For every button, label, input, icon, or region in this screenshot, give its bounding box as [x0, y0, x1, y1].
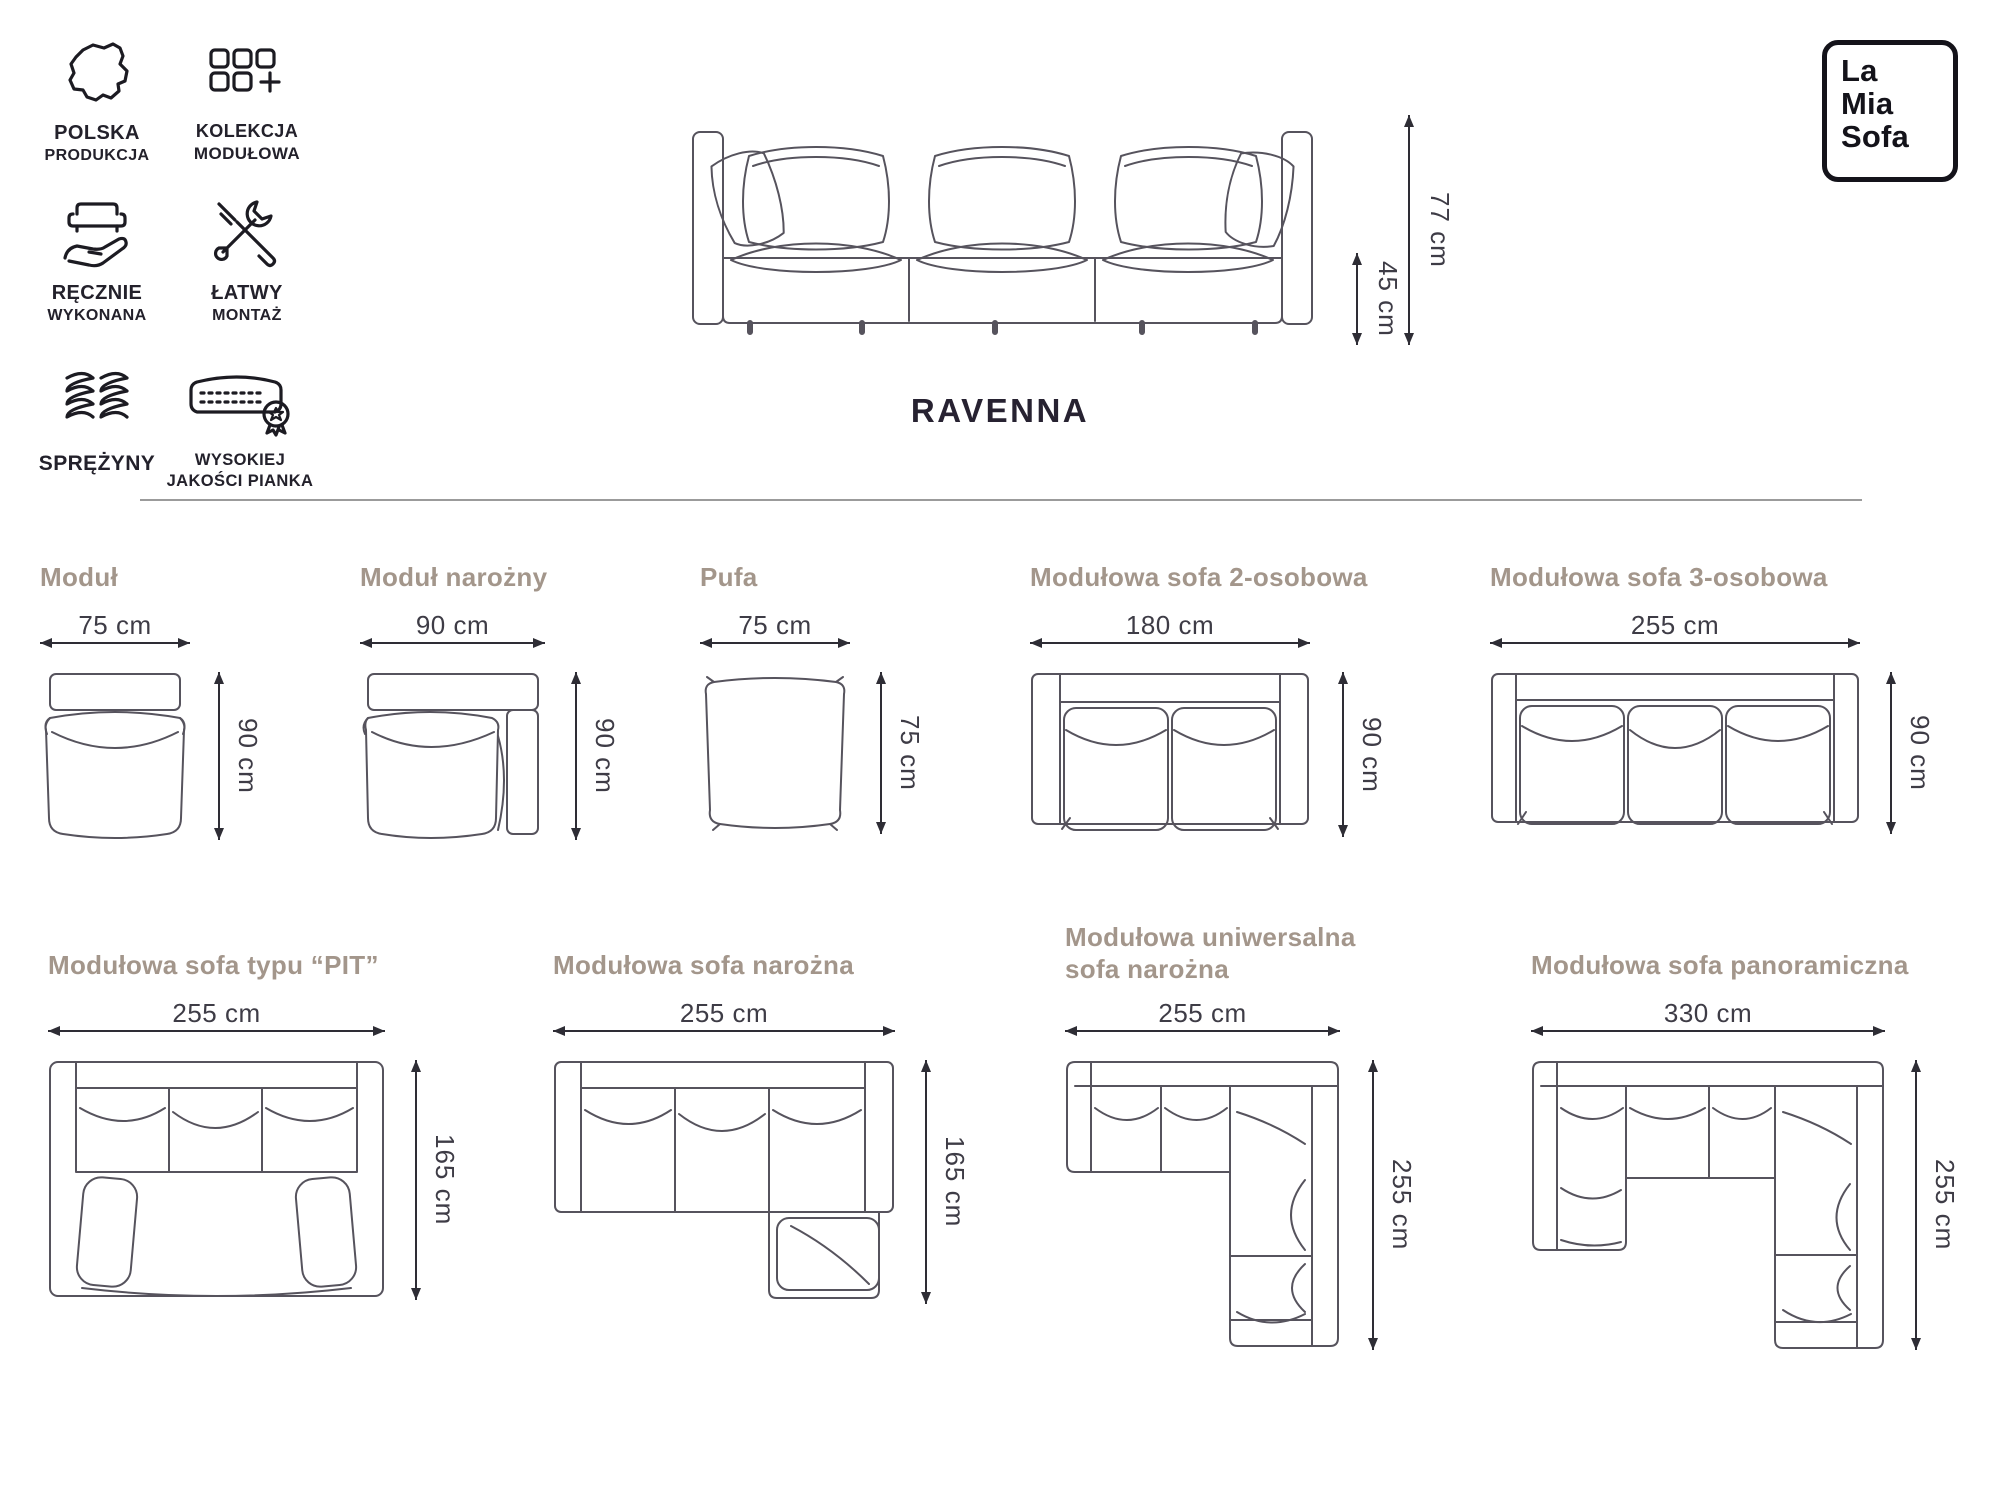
module-depth-arrow	[218, 672, 220, 840]
module-depth-arrow	[925, 1060, 927, 1304]
module-top-view-drawing	[700, 672, 850, 834]
module-depth-arrow	[1372, 1060, 1374, 1350]
module-depth-label: 90 cm	[1905, 715, 1935, 791]
product-name: RAVENNA	[910, 392, 1090, 429]
module-width-arrow	[360, 642, 545, 644]
module-width-arrow	[1065, 1030, 1340, 1032]
module-sofa-pit	[48, 950, 460, 1226]
poland-map-icon	[22, 36, 172, 112]
module-depth-arrow	[1342, 672, 1344, 837]
module-top-view-drawing	[553, 1060, 895, 1304]
logo-line: La	[1841, 53, 1878, 88]
feature-latwy-montaz	[172, 196, 322, 327]
module-width-label: 330 cm	[1663, 998, 1753, 1028]
module-sofa-uniwersalna-narozna	[1065, 922, 1417, 1251]
module-title: Modułowa sofa 3-osobowa	[1490, 562, 1828, 592]
module-width-label: 75 cm	[738, 610, 812, 640]
module-width-label: 255 cm	[172, 998, 261, 1028]
feature-sublabel: WYKONANA	[47, 307, 147, 324]
module-title: Pufa	[700, 562, 758, 592]
module-title: Moduł narożny	[360, 562, 548, 592]
logo-line: Sofa	[1841, 118, 1909, 154]
feature-label: ŁATWY	[211, 282, 283, 304]
module-width-arrow	[700, 642, 850, 644]
module-width-arrow	[48, 1030, 385, 1032]
module-depth-label: 165 cm	[940, 1136, 970, 1228]
feature-sublabel: JAKOŚCI PIANKA	[166, 472, 314, 491]
module-width-label: 255 cm	[1630, 610, 1720, 640]
module-depth-arrow	[1890, 672, 1892, 834]
module-width-arrow	[40, 642, 190, 644]
total-height-arrow	[1408, 115, 1410, 345]
module-depth-arrow	[575, 672, 577, 840]
module-depth-label: 90 cm	[1357, 716, 1387, 793]
feature-label: KOLEKCJA	[195, 121, 299, 141]
sofa-front-view-drawing	[690, 92, 1315, 342]
module-depth-label: 255 cm	[1930, 1159, 1960, 1251]
la-mia-sofa-logo	[1822, 40, 1958, 182]
section-divider	[140, 499, 1862, 501]
module-width-arrow	[1030, 642, 1310, 644]
module-depth-arrow	[1915, 1060, 1917, 1350]
feature-label: RĘCZNIE	[51, 282, 143, 304]
module-title-line: sofa narożna	[1065, 953, 1229, 984]
easy-assembly-icon	[172, 196, 322, 272]
module-top-view-drawing	[360, 672, 545, 840]
feature-label: POLSKA	[54, 122, 140, 144]
module-title: Modułowa sofa panoramiczna	[1531, 950, 1909, 980]
module-modul-narozny	[360, 562, 620, 794]
feature-polska-produkcja	[22, 36, 172, 167]
module-width-label: 255 cm	[679, 998, 769, 1028]
module-depth-label: 90 cm	[233, 718, 263, 794]
module-top-view-drawing	[1531, 1060, 1885, 1350]
module-sofa-panoramiczna	[1531, 950, 1960, 1251]
module-title-line: Modułowa uniwersalna	[1065, 922, 1356, 952]
module-top-view-drawing	[1490, 672, 1860, 834]
module-top-view-drawing	[48, 1060, 385, 1300]
module-sofa-3-osobowa	[1490, 562, 1935, 791]
module-title: Moduł	[40, 562, 119, 592]
feature-sublabel: MODUŁOWA	[193, 144, 301, 164]
module-width-label: 75 cm	[78, 610, 152, 640]
feature-recznie-wykonana	[22, 196, 172, 327]
module-top-view-drawing	[1065, 1060, 1340, 1350]
module-top-view-drawing	[1030, 672, 1310, 837]
seat-height-arrow	[1356, 253, 1358, 345]
module-width-label: 255 cm	[1158, 998, 1247, 1028]
module-width-arrow	[1531, 1030, 1885, 1032]
handmade-sofa-icon	[22, 196, 172, 272]
module-width-label: 180 cm	[1125, 610, 1215, 640]
module-depth-label: 165 cm	[430, 1134, 460, 1226]
module-sofa-2-osobowa	[1030, 562, 1387, 793]
module-sofa-narozna	[553, 950, 970, 1228]
module-top-view-drawing	[40, 672, 190, 840]
module-depth-arrow	[415, 1060, 417, 1300]
feature-label: SPRĘŻYNY	[38, 452, 156, 475]
module-depth-label: 255 cm	[1387, 1159, 1417, 1251]
module-depth-label: 75 cm	[895, 715, 925, 791]
module-width-arrow	[1490, 642, 1860, 644]
module-modul	[40, 562, 263, 794]
feature-sublabel: MONTAŻ	[212, 307, 282, 324]
module-width-label: 90 cm	[415, 610, 490, 640]
module-title: Modułowa sofa typu “PIT”	[48, 950, 379, 980]
feature-kolekcja-modulowa	[172, 36, 322, 165]
module-depth-arrow	[880, 672, 882, 834]
module-width-arrow	[553, 1030, 895, 1032]
module-title: Modułowa sofa 2-osobowa	[1030, 562, 1368, 592]
logo-line: Mia	[1841, 85, 1894, 121]
total-height-label: 77 cm	[1425, 192, 1455, 268]
module-depth-label: 90 cm	[590, 718, 620, 794]
modular-collection-icon	[172, 36, 322, 112]
feature-label: WYSOKIEJ	[194, 451, 286, 469]
feature-sublabel: PRODUKCJA	[44, 147, 150, 164]
module-title: Modułowa sofa narożna	[553, 950, 854, 980]
seat-height-label: 45 cm	[1373, 261, 1403, 337]
module-pufa	[700, 562, 925, 791]
